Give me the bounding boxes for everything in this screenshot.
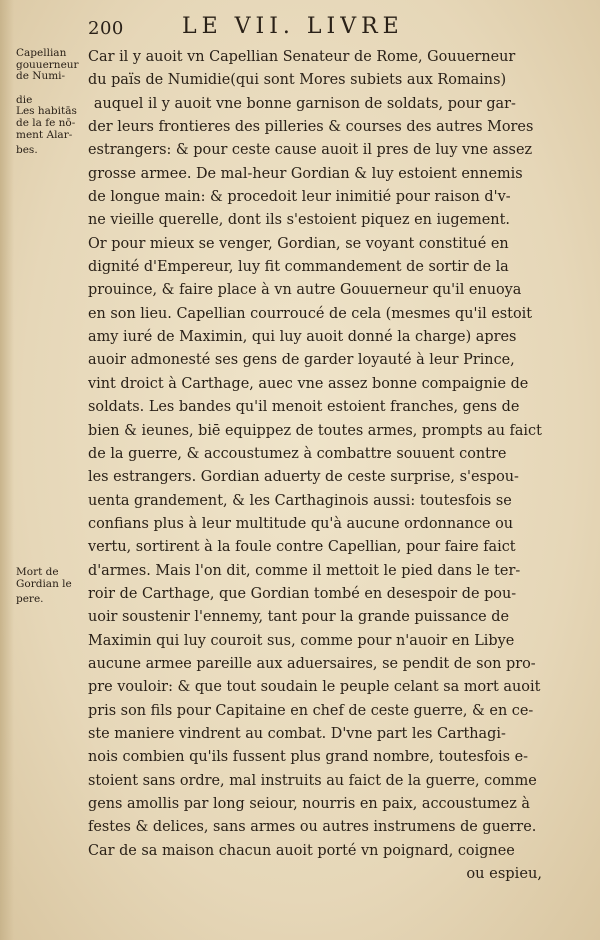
text-line: amy iuré de Maximin, qui luy auoit donné la charge) apres [88, 328, 517, 346]
margin-note-capellian [16, 48, 88, 157]
text-line: de longue main: & procedoit leur inimitié pour raison d'v- [88, 188, 511, 206]
text-line: confians plus à leur multitude qu'à aucune ordonnance ou [88, 514, 514, 532]
text-line: grosse armee. De mal-heur Gordian & luy estoient ennemis [88, 164, 523, 182]
text-line: en son lieu. Capellian courroucé de cela (mesmes qu'il estoit [88, 304, 533, 322]
text-line: aucune armee pareille aux aduersaires, se pendit de son pro- [88, 654, 536, 672]
margin-note-line: ment Alar- [16, 128, 73, 141]
text-line: Car de sa maison chacun auoit porté vn poignard, coignee [88, 841, 515, 859]
text-line: roir de Carthage, que Gordian tombé en desespoir de pou- [88, 584, 517, 602]
text-line: du païs de Numidie(qui sont Mores subiets aux Romains) [88, 71, 507, 89]
text-line: soldats. Les bandes qu'il menoit estoient franches, gens de [88, 398, 520, 416]
text-line: Maximin qui luy couroit sus, comme pour n'auoir en Libye [88, 631, 515, 649]
text-line: prouince, & faire place à vn autre Gouuerneur qu'il enuoya [88, 281, 522, 299]
text-line: d'armes. Mais l'on dit, comme il mettoit le pied dans le ter- [88, 561, 521, 579]
text-line: Or pour mieux se venger, Gordian, se voyant constitué en [88, 234, 509, 252]
text-line: estrangers: & pour ceste cause auoit il pres de luy vne assez [88, 141, 533, 159]
margin-note-line: pere. [16, 593, 44, 606]
text-line: nois combien qu'ils fussent plus grand nombre, toutesfois e- [88, 748, 528, 766]
margin-note-line: die [16, 93, 33, 106]
text-line: pre vouloir: & que tout soudain le peuple celant sa mort auoit [88, 678, 541, 696]
margin-note-line: gouuerneur [16, 58, 79, 71]
margin-note-line: de la fe nō- [16, 116, 76, 129]
text-line: ne vieille querelle, dont ils s'estoient piquez en iugement. [88, 211, 510, 229]
text-line: auquel il y auoit vne bonne garnison de soldats, pour gar- [93, 94, 516, 112]
text-line: uoir soustenir l'ennemy, tant pour la grande puissance de [88, 608, 509, 626]
text-line: auoir admonesté ses gens de garder loyauté à leur Prince, [88, 351, 515, 369]
margin-note-line: Mort de [16, 566, 59, 578]
text-line: vint droict à Carthage, auec vne assez bonne compaignie de [88, 374, 529, 392]
text-line: pris son fils pour Capitaine en chef de ceste guerre, & en ce- [88, 701, 534, 719]
margin-note-line: Les habitās [16, 105, 77, 118]
text-line: gens amollis par long seiour, nourris en paix, accoustumez à [88, 795, 530, 812]
running-title: LE VII. LIVRE [182, 14, 404, 39]
text-line: der leurs frontieres des pilleries & courses des autres Mores [88, 118, 534, 136]
page-number: 200 [88, 18, 124, 39]
text-line: stoient sans ordre, mal instruits au faict de la guerre, comme [88, 771, 537, 789]
text-line: ou espieu, [466, 865, 542, 883]
page-header [0, 14, 600, 48]
text-line: vertu, sortirent à la foule contre Capellian, pour faire faict [88, 538, 516, 556]
margin-note-mort-gordian [16, 567, 88, 606]
text-line: festes & delices, sans armes ou autres instrumens de guerre. [88, 818, 537, 836]
text-line: dignité d'Empereur, luy fit commandement de sortir de la [88, 258, 509, 276]
text-line: Car il y auoit vn Capellian Senateur de Rome, Gouuerneur [88, 48, 516, 65]
body-text [88, 45, 548, 885]
margin-note-line: Capellian [16, 47, 67, 59]
margin-note-line: Gordian le [16, 577, 72, 590]
text-line: de la guerre, & accoustumez à combattre souuent contre [88, 444, 507, 462]
margin-notes [0, 0, 86, 940]
text-line: bien & ieunes, biē equippez de toutes armes, prompts au faict [88, 421, 542, 439]
text-line: les estrangers. Gordian aduerty de ceste surprise, s'espou- [88, 468, 519, 486]
text-line: ste maniere vindrent au combat. D'vne part les Carthagi- [88, 724, 506, 742]
text-line: uenta grandement, & les Carthaginois aussi: toutesfois se [88, 491, 512, 509]
margin-note-line: bes. [16, 144, 38, 157]
margin-note-line: de Numi- [16, 70, 66, 83]
